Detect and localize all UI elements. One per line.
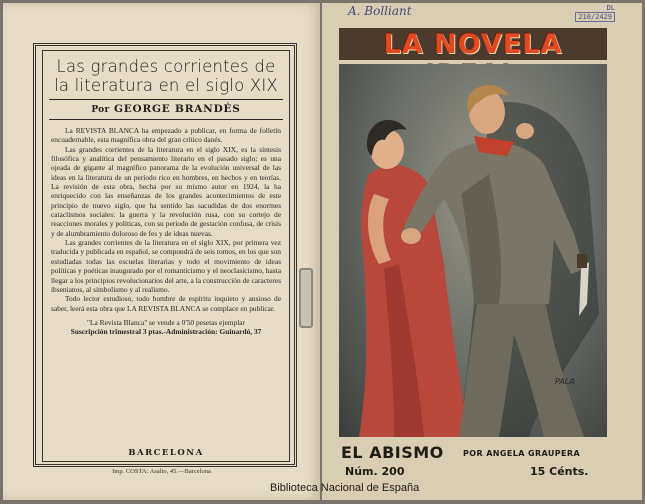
advert-paragraph-4: Todo lector estudioso, todo hombre de espíritu inquieto y ansioso de saber, leerá esta obra que LA REVISTA BLANCA se complace en publicar. <box>51 294 281 313</box>
cover-price: 15 Cénts. <box>530 465 589 478</box>
advert-title-line-2: la literatura en el siglo XIX <box>54 76 278 95</box>
printer-imprint: Imp. COSTA: Asalto, 45.—Barcelona <box>112 468 211 475</box>
advert-city: BARCELONA <box>128 448 204 458</box>
issue-number: Núm. 200 <box>345 465 405 478</box>
advert-paragraph-2: Las grandes corrientes de la literatura en el siglo XIX, es la síntesis filosófica y analítica del pensamiento literario en el pasado siglo; es una ojeada de gigante al magnífico panorama de la evolución universal de las ideas en la literatura de un período rico en hombres, en hechos y en teorías. La revisión de esta obra, hecha por su mismo autor en 1924, la ha enriquecido con las enseñanzas de los grandes acontecimientos de este principio de nuevo siglo, que ha sentido las sacudidas de dos enormes cataclismos sociales: la guerra y la revolución rusa, con su cortejo de reacciones morales y políticas, con su período de gestación confusa, de crisis y de alumbramiento doloroso de fes y de ideas nuevas. <box>51 144 281 238</box>
man-raised-hand <box>516 123 534 139</box>
man-hand <box>401 228 421 244</box>
handwritten-annotation: A. Bolliant <box>348 4 412 18</box>
library-credit: Biblioteca Nacional de España <box>270 482 420 494</box>
illustration-svg <box>339 64 607 437</box>
staple-icon <box>299 268 313 328</box>
advert-title <box>43 57 289 95</box>
advert-body <box>51 126 281 337</box>
advert-paragraph-1: La REVISTA BLANCA ha empezado a publicar, en forma de folletín encuadernable, esta magnífica obra del gran crítico danés. <box>51 126 281 145</box>
masthead <box>339 28 607 60</box>
advert-subscription-line: Suscripción trimestral 3 ptas.-Administración: Guinardó, 37 <box>70 327 262 337</box>
back-cover-frame <box>33 43 297 467</box>
advert-paragraph-3: Las grandes corrientes de la literatura en el siglo XIX, por primera vez traducida y publicada en español, se compondrá de seis tomos, en los que son estudiadas todas las escuelas literarias y todo el movimiento de ideas políticas y poéticas inaugurado por el romanticismo y el neoclasicismo, hasta llegar a los principios revolucionarios del arte, a la construcción de caracteres ibsenianos, al simbolismo y al realismo. <box>51 238 281 294</box>
advert-rule-2 <box>49 119 283 120</box>
book-title: EL ABISMO <box>341 443 444 462</box>
advert-author <box>43 103 289 115</box>
book-author: POR ANGELA GRAUPERA <box>463 449 581 458</box>
advert-rule <box>49 99 283 100</box>
cover-illustration <box>339 64 607 437</box>
advert-box <box>42 50 290 462</box>
knife-handle <box>577 254 587 268</box>
catalog-reference <box>553 4 615 22</box>
catalog-reference-line-2: 210/2429 <box>575 12 615 22</box>
advert-price-line: "La Revista Blanca" se vende a 0'50 pesetas ejemplar <box>87 317 245 327</box>
advert-author-name: GEORGE BRANDÉS <box>113 103 241 115</box>
back-cover <box>3 3 320 500</box>
catalog-reference-line-1: DL <box>606 4 615 12</box>
advert-title-line-1: Las grandes corrientes de <box>56 57 276 76</box>
advert-by: Por <box>91 105 110 115</box>
masthead-title: LA NOVELA <box>383 29 563 60</box>
illustrator-signature: PALA <box>555 377 575 386</box>
